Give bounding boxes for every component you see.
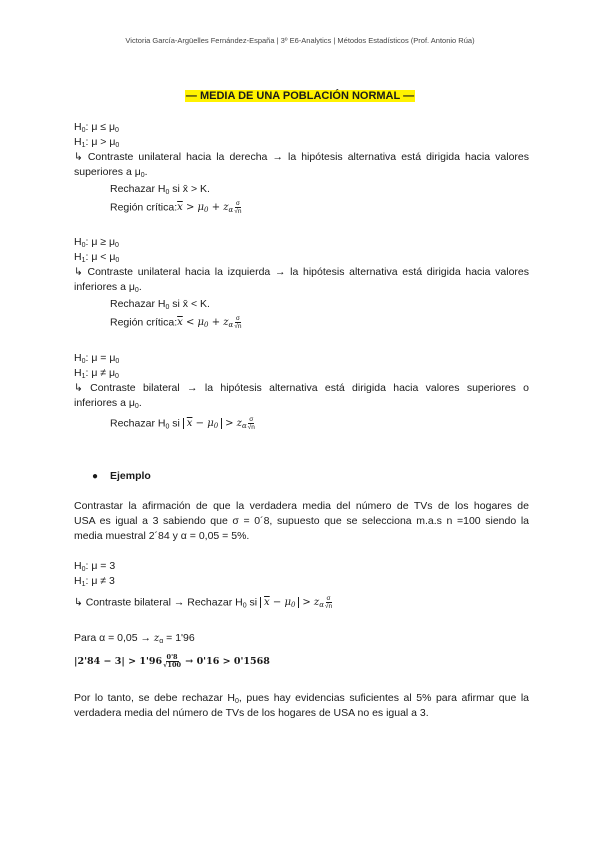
s2-critical-region: Región $crítica:\overline{x} < \mu_0 + z_\alpha$ $\frac{\sigma}{√n}$ (110, 315, 242, 330)
bullet-dot-icon: ● (92, 471, 99, 482)
example-calculation: |2'84 − 3| > 1'96 $\frac{0'8}{√100}$ → 0'16 > 0'1568 (74, 653, 270, 669)
conclusion-line2: verdadera media del número de TVs de los hogares de USA no es igual a 3. (74, 707, 429, 719)
s2-desc-line2: inferiores a $\mu_0$. (74, 281, 142, 294)
example-paragraph-line3: media muestral 2´84 y α = 0,05 = 5%. (74, 530, 250, 542)
example-h0: $H_0$: μ = 3 (74, 560, 116, 573)
s1-reject-rule: Rechazar $H_0$ si x̄ > K. (110, 183, 210, 196)
example-heading: Ejemplo (110, 470, 151, 482)
s3-h1: $H_1$: $\mu \ne \mu_0$ (74, 367, 119, 380)
page-title: — MEDIA DE UNA POBLACIÓN NORMAL — (185, 90, 415, 102)
s3-h0: $H_0$: $\mu = \mu_0$ (74, 352, 120, 365)
s1-critical-region: Región $crítica:\overline{x} > \mu_0 + z_\alpha$ $\frac{\sigma}{√n}$ (110, 200, 242, 215)
conclusion-line1: Por lo tanto, se debe rechazar $H_0$, pues hay evidencias suficientes al 5% para afirmar que la (74, 692, 530, 705)
s1-desc-line1: ↳ Contraste unilateral hacia la derecha → la hipótesis alternativa está dirigida hacia valores (74, 151, 529, 163)
example-h1: $H_1$: μ ≠ 3 (74, 575, 115, 588)
s1-h1: $H_1$: $\mu > \mu_0$ (74, 136, 120, 149)
example-contrast-rule: ↳ Contraste bilateral → Rechazar $H_0$ si $\overline{x} - \mu_0 > z_\alpha$ $\frac{\sigma}{√n}$ (74, 595, 333, 610)
s2-h1: $H_1$: $\mu < \mu_0$ (74, 251, 120, 264)
example-alpha-line: Para $\alpha = 0,05 \to z_\alpha = 1'96$ (74, 632, 195, 645)
s2-desc-line1: ↳ Contraste unilateral hacia la izquierda → la hipótesis alternativa está dirigida hacia valores (74, 266, 529, 278)
s3-desc-line1: ↳ Contraste bilateral → la hipótesis alternativa está dirigida hacia valores superiores o (74, 382, 529, 394)
page-header: Victoria García-Argüelles Fernández-España | 3º E6-Analytics | Métodos Estadísticos (Prof. Antonio Rúa) (125, 36, 475, 45)
s2-h0: $H_0$: $\mu \ge \mu_0$ (74, 236, 119, 249)
example-paragraph-line1: Contrastar la afirmación de que la verdadera media del número de TVs de los hogares de (74, 500, 529, 512)
example-paragraph-line2: USA es igual a 3 sabiendo que σ = 0´8, supuesto que se selecciona m.a.s n =100 siendo la (74, 515, 529, 527)
s1-desc-line2: superiores a $\mu_0$. (74, 166, 148, 179)
s3-desc-line2: inferiores a $\mu_0$. (74, 397, 142, 410)
s3-reject-rule: Rechazar $H_0$ si $\overline{x} - \mu_0 > z_\alpha$ $\frac{\sigma}{√n}$ (110, 416, 255, 431)
s2-reject-rule: Rechazar $H_0$ si x̄ < K. (110, 298, 210, 311)
s1-h0: $H_0$: $\mu \le \mu_0$ (74, 121, 119, 134)
